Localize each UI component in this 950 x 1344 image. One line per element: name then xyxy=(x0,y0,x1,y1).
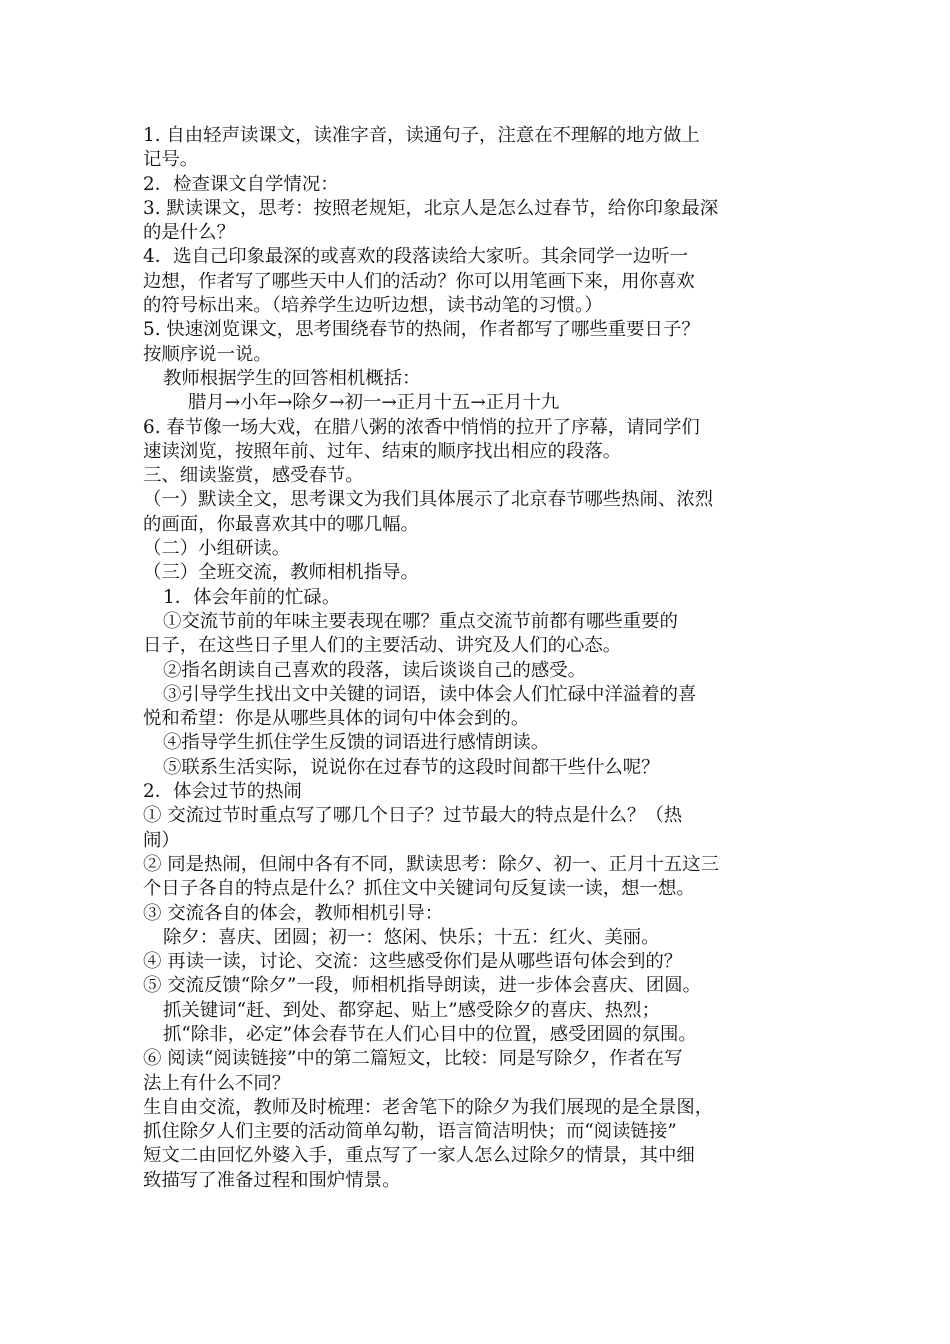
text-line-39: ⑥ 阅读“阅读链接”中的第二篇短文，比较：同是写除夕，作者在写 xyxy=(143,1048,683,1070)
text-line-24: ③引导学生找出文中关键的词语，读中体会人们忙碌中洋溢着的喜 xyxy=(163,683,697,705)
text-line-11: 教师根据学生的回答相机概括： xyxy=(163,367,421,389)
text-line-7: 边想，作者写了哪些天中人们的活动？你可以用笔画下来，用你喜欢 xyxy=(143,270,695,292)
text-line-10: 按顺序说一说。 xyxy=(143,343,272,365)
text-line-15: 三、细读鉴赏，感受春节。 xyxy=(143,465,364,487)
text-line-34: 除夕：喜庆、团圆；初一：悠闲、快乐；十五：红火、美丽。 xyxy=(163,926,660,948)
text-line-27: ⑤联系生活实际，说说你在过春节的这段时间都干些什么呢？ xyxy=(163,756,660,778)
text-line-17: 的画面，你最喜欢其中的哪几幅。 xyxy=(143,513,419,535)
text-line-1: 1. 自由轻声读课文，读准字音，读通句子，注意在不理解的地方做上 xyxy=(143,125,700,146)
text-line-16: （一）默读全文，思考课文为我们具体展示了北京春节哪些热闹、浓烈 xyxy=(143,489,714,511)
text-line-23: ②指名朗读自己喜欢的段落，读后谈谈自己的感受。 xyxy=(163,659,586,681)
text-line-42: 抓住除夕人们主要的活动简单勾勒，语言简洁明快；而“阅读链接” xyxy=(143,1121,677,1143)
text-line-3: 2．检查课文自学情况： xyxy=(143,173,339,195)
text-line-22: 日子，在这些日子里人们的主要活动、讲究及人们的心态。 xyxy=(143,635,622,657)
text-line-21: ①交流节前的年味主要表现在哪？重点交流节前都有哪些重要的 xyxy=(163,610,678,632)
text-line-44: 致描写了准备过程和围炉情景。 xyxy=(143,1169,401,1191)
text-line-40: 法上有什么不同？ xyxy=(143,1072,291,1094)
text-line-32: 个日子各自的特点是什么？抓住文中关键词句反复读一读，想一想。 xyxy=(143,878,695,900)
text-line-37: 抓关键词“赶、到处、都穿起、贴上”感受除夕的喜庆、热烈； xyxy=(163,999,660,1021)
text-line-41: 生自由交流，教师及时梳理：老舍笔下的除夕为我们展现的是全景图， xyxy=(143,1096,714,1118)
text-line-36: ⑤ 交流反馈“除夕”一段，师相机指导朗读，进一步体会喜庆、团圆。 xyxy=(143,975,701,997)
text-line-6: 4．选自己印象最深的或喜欢的段落读给大家听。其余同学一边听一 xyxy=(143,246,689,268)
text-line-13: 6. 春节像一场大戏，在腊八粥的浓香中悄悄的拉开了序幕，请同学们 xyxy=(143,416,700,438)
text-line-5: 的是什么？ xyxy=(143,222,235,244)
text-line-29: ① 交流过节时重点写了哪几个日子？过节最大的特点是什么？（热 xyxy=(143,805,683,827)
text-line-18: （二）小组研读。 xyxy=(143,538,291,560)
text-line-20: 1．体会年前的忙碌。 xyxy=(163,586,341,608)
text-line-14: 速读浏览，按照年前、过年、结束的顺序找出相应的段落。 xyxy=(143,440,622,462)
text-line-19: （三）全班交流，教师相机指导。 xyxy=(143,562,419,584)
text-line-8: 的符号标出来。（培养学生边听边想，读书动笔的习惯。） xyxy=(143,295,603,317)
text-line-35: ④ 再读一读，讨论、交流：这些感受你们是从哪些语句体会到的？ xyxy=(143,951,683,973)
text-line-28: 2．体会过节的热闹 xyxy=(143,781,302,803)
text-line-38: 抓“除非，必定”体会春节在人们心目中的位置，感受团圆的氛围。 xyxy=(163,1023,697,1045)
text-line-31: ② 同是热闹，但闹中各有不同，默读思考：除夕、初一、正月十五这三 xyxy=(143,853,719,875)
text-line-30: 闹） xyxy=(143,829,180,851)
text-line-43: 短文二由回忆外婆入手，重点写了一家人怎么过除夕的情景，其中细 xyxy=(143,1145,695,1167)
document-body xyxy=(143,124,823,1193)
text-line-12: 腊月→小年→除夕→初一→正月十五→正月十九 xyxy=(188,392,560,414)
text-line-25: 悦和希望：你是从哪些具体的词句中体会到的。 xyxy=(143,708,530,730)
text-line-33: ③ 交流各自的体会，教师相机引导： xyxy=(143,902,444,924)
text-line-26: ④指导学生抓住学生反馈的词语进行感情朗读。 xyxy=(163,732,550,754)
text-line-9: 5. 快速浏览课文，思考围绕春节的热闹，作者都写了哪些重要日子？ xyxy=(143,319,700,341)
text-line-4: 3. 默读课文，思考：按照老规矩，北京人是怎么过春节，给你印象最深 xyxy=(143,197,719,219)
text-line-2: 记号。 xyxy=(143,149,199,171)
